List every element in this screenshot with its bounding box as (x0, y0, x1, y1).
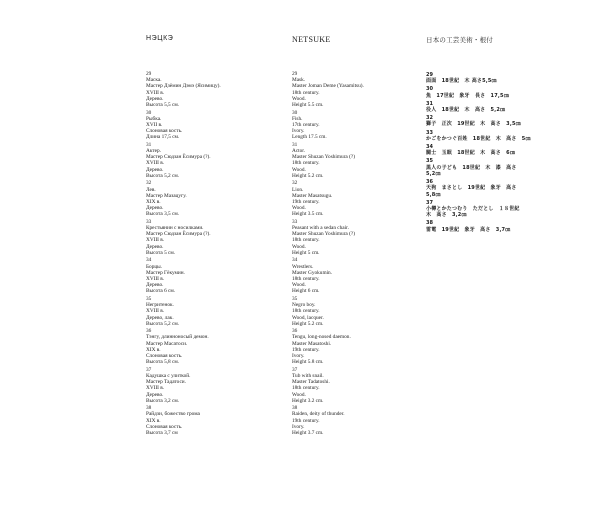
catalogue-entry (292, 367, 422, 404)
entry-line: Высота 5,2 см. (146, 172, 180, 179)
entry-line: Master Tadatoshi. (292, 379, 330, 386)
catalogue-entry (292, 257, 422, 294)
entry-line: かごをかつぐ百姓 18世紀 木 高さ 5㎝ (426, 135, 531, 142)
entry-line: XIX в. (146, 198, 161, 205)
entry-line: 面面 18世紀 木 高さ5,5㎝ (426, 78, 497, 85)
entry-line: Peasant with a sedan chair. (292, 225, 349, 232)
entry-number: 38 (426, 220, 433, 227)
entry-line: Высота 5,2 см. (146, 320, 180, 327)
entry-line: Актер. (146, 148, 161, 155)
entry-number: 30 (292, 109, 298, 116)
entry-line: XIX в. (146, 417, 161, 424)
entry-line: Мастер Сюдзан Ёсимура (?). (146, 231, 211, 238)
entry-line: Дерево. (146, 391, 164, 398)
catalogue-entry (146, 142, 276, 179)
entry-line: 役人 18世紀 木 高さ 5,2㎝ (426, 107, 506, 114)
catalogue-entry (146, 328, 276, 365)
entry-number: 36 (292, 328, 298, 335)
entry-number: 32 (146, 180, 152, 187)
entry-line: XVIII в. (146, 385, 165, 392)
entry-number: 32 (426, 115, 433, 122)
entry-number: 37 (426, 199, 433, 206)
entry-line: Height 5.2 cm. (292, 172, 324, 179)
catalogue-entry (426, 220, 576, 233)
catalogue-entry (146, 71, 276, 108)
entry-line: Высота 3,2 см. (146, 397, 180, 404)
catalogue-entry (426, 72, 576, 85)
catalogue-entry (146, 367, 276, 404)
entry-line: Tengu, long-nosed daemon. (292, 334, 351, 341)
entry-line: Actor. (292, 148, 306, 155)
entry-line: 木 高さ 3,2㎝ (426, 212, 467, 219)
entry-line: Master Shuzan Yoshimura (?) (292, 154, 355, 161)
entry-line: 魚 17世紀 象牙 長さ 17,5㎝ (426, 92, 509, 99)
entry-number: 34 (292, 257, 298, 264)
entry-line: Мастер Гёкумин. (146, 269, 185, 276)
japanese-heading: 日本の工芸美術・根付 (426, 36, 493, 44)
entry-line: Ivory. (292, 353, 305, 360)
entry-line: Ivory. (292, 128, 305, 135)
entry-line: Мастер Мазацугу. (146, 192, 187, 199)
japanese-entries (426, 72, 576, 233)
entry-line: 19th century. (292, 346, 320, 353)
entry-line: Дерево. (146, 95, 164, 102)
entry-line: XIX в. (146, 346, 161, 353)
catalogue-entry (146, 219, 276, 256)
entry-line: XVIII в. (146, 237, 165, 244)
catalogue-entry (292, 110, 422, 141)
catalogue-entry (426, 200, 576, 219)
entry-line: 獅子 正次 19世紀 木 高さ 3,5㎝ (426, 121, 521, 128)
entry-number: 35 (146, 295, 152, 302)
entry-number: 31 (292, 141, 298, 148)
entry-line: Дерево, лак. (146, 314, 174, 321)
entry-line: Height 3.2 cm. (292, 397, 324, 404)
entry-line: Height 6 cm. (292, 288, 320, 295)
entry-line: Длина 17,5 см. (146, 134, 180, 141)
english-heading: NETSUKE (292, 35, 331, 44)
entry-line: 闘士 玉眠 18世紀 木 高さ 6㎝ (426, 150, 516, 157)
entry-line: Дерево. (146, 205, 164, 212)
entry-line: XVIII в. (146, 89, 165, 96)
entry-line: Рыбка. (146, 115, 162, 122)
entry-number: 29 (426, 72, 433, 78)
entry-number: 34 (146, 257, 152, 264)
entry-line: Тэнгу, длинноносый демон. (146, 334, 209, 341)
russian-entries (146, 71, 276, 436)
entry-number: 33 (292, 218, 298, 225)
entry-number: 30 (146, 109, 152, 116)
entry-line: Высота 6 см. (146, 288, 176, 295)
entry-number: 36 (426, 179, 433, 186)
entry-line: Слоновая кость. (146, 423, 183, 430)
catalogue-entry (292, 328, 422, 365)
entry-line: 18th century. (292, 275, 320, 282)
catalogue-entry (146, 110, 276, 141)
catalogue-entry (426, 86, 576, 99)
entry-number: 33 (146, 218, 152, 225)
entry-line: 18th century. (292, 385, 320, 392)
entry-line: Высота 3,5 см. (146, 211, 180, 218)
entry-line: Маска. (146, 77, 162, 84)
entry-number: 33 (426, 129, 433, 136)
entry-line: Master Masatsugu. (292, 192, 333, 199)
entry-line: Master Gyokumin. (292, 269, 333, 276)
entry-number: 37 (292, 366, 298, 373)
entry-line: Мастер Масатоси. (146, 340, 188, 347)
entry-line: 18th century. (292, 237, 320, 244)
entry-line: Raiden, deity of thunder. (292, 411, 345, 418)
catalogue-entry (146, 405, 276, 436)
entry-line: Мастер Тадатоси. (146, 379, 186, 386)
entry-line: Мастер Сюдзан Ёсимура (?). (146, 154, 211, 161)
entry-line: Высота 5,8 см. (146, 359, 180, 366)
entry-number: 34 (426, 143, 433, 150)
entry-number: 32 (292, 180, 298, 187)
entry-line: Райдзи, божество грома (146, 411, 200, 418)
entry-line: Height 3.7 cm. (292, 430, 324, 437)
catalogue-entry (146, 180, 276, 217)
entry-line: Wood, lacquer. (292, 314, 324, 321)
russian-column (146, 0, 276, 512)
entry-line: Лев. (146, 186, 156, 193)
entry-line: 雷電 19世紀 象牙 高さ 3,7㎝ (426, 226, 511, 233)
entry-line: 小樽とかたつむり ただとし １８世紀 (426, 206, 520, 213)
catalogue-entry (426, 101, 576, 114)
entry-number: 37 (146, 366, 152, 373)
entry-number: 31 (426, 100, 433, 107)
entry-number: 29 (292, 71, 298, 77)
catalogue-entry (146, 257, 276, 294)
entry-line: XVIII в. (146, 308, 165, 315)
entry-line: Слоновая кость. (146, 128, 183, 135)
entry-line: Tub with snail. (292, 372, 324, 379)
entry-line: Lion. (292, 186, 304, 193)
entry-number: 30 (426, 86, 433, 93)
entry-line: Wood. (292, 282, 306, 289)
entry-line: Wood. (292, 166, 306, 173)
entry-line: 天狗 まさとし 19世紀 象牙 高さ (426, 185, 517, 192)
entry-line: Master Joman Deme (Yasamitsu). (292, 83, 364, 90)
entry-line: 19th century. (292, 198, 320, 205)
catalogue-entry (292, 71, 422, 108)
entry-line: Wood. (292, 391, 306, 398)
entry-line: 5,2㎝ (426, 170, 441, 177)
entry-line: Высота 5,5 см. (146, 102, 180, 109)
entry-line: 5,8㎝ (426, 191, 441, 198)
english-column (292, 0, 422, 512)
entry-line: XVII в. (146, 121, 163, 128)
catalogue-entry (292, 405, 422, 436)
russian-heading: НЭЦКЭ (146, 35, 174, 42)
english-entries (292, 71, 422, 436)
entry-number: 35 (426, 158, 433, 165)
entry-line: Wrestlers. (292, 263, 314, 270)
entry-line: Дерево. (146, 166, 164, 173)
catalogue-entry (292, 296, 422, 327)
entry-line: Дерево. (146, 282, 164, 289)
catalogue-entry (426, 179, 576, 198)
entry-line: Дерево. (146, 243, 164, 250)
entry-line: Wood. (292, 243, 306, 250)
entry-number: 36 (146, 328, 152, 335)
entry-line: Height 5 cm. (292, 249, 320, 256)
entry-line: 17th century. (292, 121, 320, 128)
entry-line: Wood. (292, 95, 306, 102)
entry-line: Высота 5 см. (146, 249, 176, 256)
entry-number: 35 (292, 295, 298, 302)
entry-line: Высота 3,7 см (146, 430, 178, 437)
catalogue-entry (292, 142, 422, 179)
entry-line: Борцы. (146, 263, 163, 270)
entry-line: Length 17.5 cm. (292, 134, 327, 141)
entry-line: Fish. (292, 115, 303, 122)
entry-line: Height 5.8 cm. (292, 359, 324, 366)
entry-line: Height 5.2 cm. (292, 320, 324, 327)
entry-line: 黒人の子ども 18世紀 木 漆 高さ (426, 164, 517, 171)
entry-line: Master Shuzan Yoshimura (?) (292, 231, 355, 238)
entry-line: Negro boy. (292, 302, 316, 309)
entry-line: Мастер Дзёмин Дэмэ (Ясимицу). (146, 83, 221, 90)
entry-number: 29 (146, 71, 152, 77)
entry-number: 38 (146, 405, 152, 412)
catalogue-entry (426, 158, 576, 177)
entry-line: XVIII в. (146, 160, 165, 167)
catalogue-entry (146, 296, 276, 327)
entry-line: Негритенок. (146, 302, 174, 309)
entry-line: Кадушка с улиткой. (146, 372, 191, 379)
entry-line: Height 5.5 cm. (292, 102, 324, 109)
entry-line: 18th century. (292, 89, 320, 96)
catalogue-entry (426, 144, 576, 157)
entry-line: Mask. (292, 77, 306, 84)
entry-number: 31 (146, 141, 152, 148)
entry-line: Height 3.5 cm. (292, 211, 324, 218)
catalogue-entry (426, 130, 576, 143)
entry-line: Wood. (292, 205, 306, 212)
japanese-column (426, 0, 576, 512)
entry-line: Крестьянин с носилками. (146, 225, 204, 232)
catalogue-entry (292, 180, 422, 217)
entry-line: Ivory. (292, 423, 305, 430)
entry-number: 38 (292, 405, 298, 412)
entry-line: Слоновая кость. (146, 353, 183, 360)
entry-line: 18th century. (292, 160, 320, 167)
entry-line: 19th century. (292, 417, 320, 424)
catalogue-entry (292, 219, 422, 256)
entry-line: Master Masatoshi. (292, 340, 332, 347)
entry-line: XVIII в. (146, 275, 165, 282)
catalogue-entry (426, 115, 576, 128)
entry-line: 18th century. (292, 308, 320, 315)
